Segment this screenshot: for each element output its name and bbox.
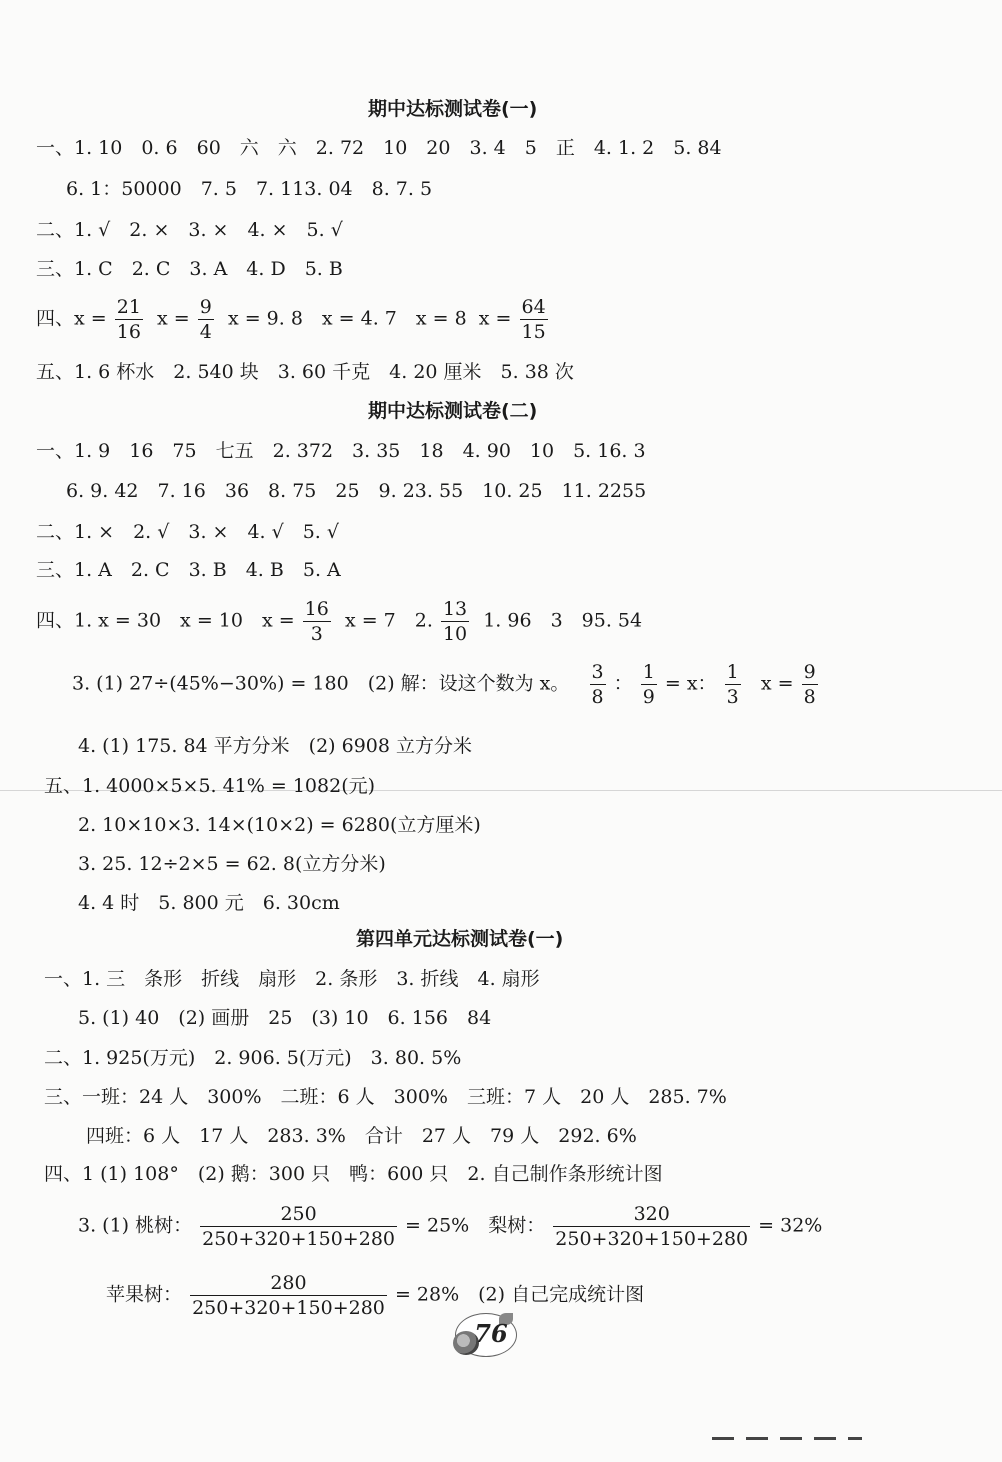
- answer-line: 四班：6 人 17 人 283. 3% 合计 27 人 79 人 292. 6%: [86, 1125, 637, 1147]
- fraction: $\frac{250}{250+320+150+280}$: [202, 1203, 395, 1250]
- answer-line-fractions: [72, 660, 820, 709]
- answer-text: x = 9. 8 x = 4. 7 x = 8: [227, 307, 467, 330]
- answer-text: = 32%: [758, 1214, 823, 1237]
- fraction: $\frac{13}{10}$: [442, 598, 468, 645]
- fraction: $\frac{9}{8}$: [803, 661, 816, 708]
- answer-line-fractions: [78, 1202, 822, 1251]
- section-title-midterm-2: 期中达标测试卷(二): [368, 400, 538, 422]
- answer-text: 3. (1) 27÷(45%−30%) = 180 (2) 解：设这个数为 x。: [72, 672, 570, 695]
- page-number: 76: [474, 1319, 508, 1348]
- answer-line: 4. (1) 175. 84 平方分米 (2) 6908 立方分米: [78, 735, 473, 757]
- page-number-badge: [455, 1313, 517, 1357]
- answer-text: x =: [760, 672, 794, 695]
- fraction: $\frac{320}{250+320+150+280}$: [555, 1203, 749, 1250]
- answer-line: 五、1. 6 杯水 2. 540 块 3. 60 千克 4. 20 厘米 5. 38 次: [36, 361, 574, 383]
- section-title-unit-4: 第四单元达标测试卷(一): [356, 928, 564, 950]
- answer-text: = 28% (2) 自己完成统计图: [394, 1283, 645, 1306]
- answer-line: 四、1 (1) 108° (2) 鹅：300 只 鸭：600 只 2. 自己制作条形统计图: [44, 1163, 663, 1185]
- answer-text: 苹果树：: [106, 1283, 183, 1306]
- answer-line: 3. 25. 12÷2×5 = 62. 8(立方分米): [78, 853, 386, 875]
- answer-line: 一、1. 三 条形 折线 扇形 2. 条形 3. 折线 4. 扇形: [44, 968, 540, 990]
- answer-line-fractions: [36, 597, 642, 646]
- answer-line: 6. 1：50000 7. 5 7. 113. 04 8. 7. 5: [66, 178, 433, 200]
- fraction: $\frac{9}{4}$: [199, 296, 212, 343]
- fraction: $\frac{1}{9}$: [642, 661, 655, 708]
- scan-edge-mark: [712, 1437, 862, 1440]
- answer-line: 三、1. C 2. C 3. A 4. D 5. B: [36, 258, 343, 280]
- fraction: $\frac{1}{3}$: [726, 661, 739, 708]
- answer-line: 6. 9. 42 7. 16 36 8. 75 25 9. 23. 55 10. 25 11. 2255: [66, 480, 647, 502]
- answer-line: 4. 4 时 5. 800 元 6. 30cm: [78, 892, 340, 914]
- section-title-midterm-1: 期中达标测试卷(一): [368, 98, 538, 120]
- answer-text: 1. 96 3 95. 54: [483, 609, 643, 632]
- answer-line: 一、1. 9 16 75 七五 2. 372 3. 35 18 4. 90 10 5. 16. 3: [36, 440, 646, 462]
- fraction: $\frac{64}{15}$: [521, 296, 546, 343]
- answer-line: 三、一班：24 人 300% 二班：6 人 300% 三班：7 人 20 人 285. 7%: [44, 1086, 727, 1108]
- answer-text: = 25% 梨树：: [405, 1214, 546, 1237]
- answer-text: = x：: [664, 672, 717, 695]
- answer-line-fractions: [106, 1271, 644, 1320]
- answer-line: 二、1. √ 2. × 3. × 4. × 5. √: [36, 219, 343, 241]
- answer-line: 二、1. 925(万元) 2. 906. 5(万元) 3. 80. 5%: [44, 1047, 462, 1069]
- answer-text: x = 7 2.: [344, 609, 433, 632]
- fraction: $\frac{3}{8}$: [591, 661, 604, 708]
- answer-text: x =: [157, 307, 190, 330]
- answer-line: 一、1. 10 0. 6 60 六 六 2. 72 10 20 3. 4 5 正 4. 1. 2 5. 84: [36, 137, 722, 159]
- answer-text: 四、x =: [36, 307, 107, 330]
- fraction: $\frac{280}{250+320+150+280}$: [192, 1272, 385, 1319]
- answer-line: 5. (1) 40 (2) 画册 25 (3) 10 6. 156 84: [78, 1007, 492, 1029]
- answer-line-fractions: [36, 295, 550, 344]
- answer-line: 五、1. 4000×5×5. 41% = 1082(元): [44, 775, 376, 797]
- fraction: $\frac{21}{16}$: [116, 296, 141, 343]
- answer-line: 三、1. A 2. C 3. B 4. B 5. A: [36, 559, 341, 581]
- answer-line: 2. 10×10×3. 14×(10×2) = 6280(立方厘米): [78, 814, 481, 836]
- fraction: $\frac{16}{3}$: [304, 598, 329, 645]
- answer-text: x =: [478, 307, 512, 330]
- answer-line: 二、1. × 2. √ 3. × 4. √ 5. √: [36, 521, 339, 543]
- answer-text: 3. (1) 桃树：: [78, 1214, 193, 1237]
- answer-text: 四、1. x = 30 x = 10 x =: [36, 609, 295, 632]
- answer-text: ：: [613, 672, 633, 695]
